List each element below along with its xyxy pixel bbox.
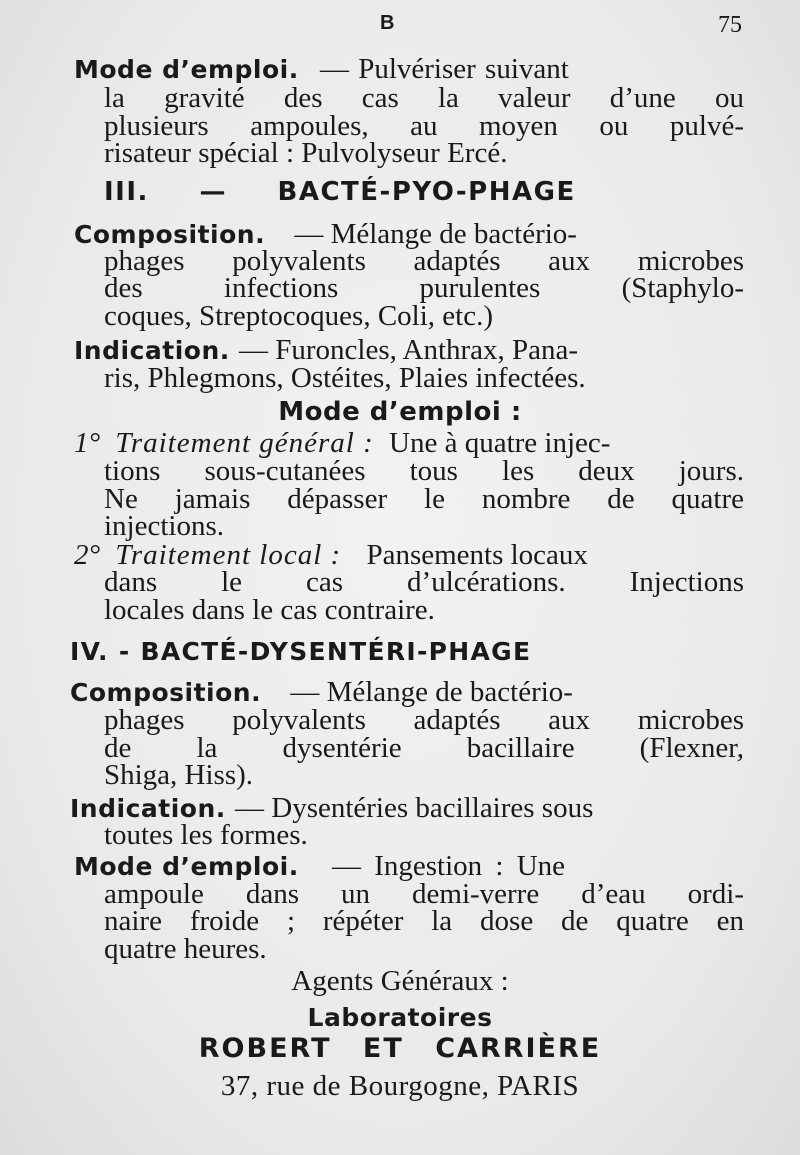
ind3-lead: Indication. (74, 336, 230, 365)
t2-line-3: locales dans le cas contraire. (104, 594, 435, 626)
ind4-text-1: — Dysentéries bacillaires sous (235, 792, 594, 824)
comp3-line-3: des infections purulentes (Staphylo- (104, 272, 744, 304)
t2-line-2: dans le cas d’ulcérations. Injections (104, 566, 744, 598)
laboratories-label: Laboratoires (307, 1003, 493, 1032)
signature-mark: B (380, 12, 395, 34)
comp3-line-2: phages polyvalents adaptés aux microbes (104, 245, 744, 277)
t1-line-1 (74, 428, 744, 458)
t1-line-2: tions sous-cutanées tous les deux jours. (104, 455, 744, 487)
company-name: ROBERT ET CARRIÈRE (198, 1033, 602, 1064)
t1-line-3: Ne jamais dépasser le nombre de quatre (104, 483, 744, 515)
comp3-text-1: — Mélange de bactério- (294, 218, 577, 250)
mode1-line-4: risateur spécial : Pulvolyseur Ercé. (104, 137, 508, 169)
comp4-line-3: de la dysentérie bacillaire (Flexner, (104, 732, 744, 764)
t1-number: 1° (74, 427, 101, 459)
agents-label: Agents Généraux : (291, 965, 509, 997)
mode1-line-1 (74, 54, 744, 85)
mode1-line-3: plusieurs ampoules, au moyen ou pulvé- (104, 110, 744, 142)
comp4-line-2: phages polyvalents adaptés aux microbes (104, 704, 744, 736)
t2-number: 2° (74, 539, 101, 571)
page-number: 75 (718, 12, 742, 38)
section-3-dash: — (199, 177, 227, 207)
ind3-text-1: — Furoncles, Anthrax, Pana- (239, 334, 579, 366)
t2-label: Traitement local : (115, 539, 342, 571)
comp4-text-1: — Mélange de bactério- (290, 676, 573, 708)
ind3-line-2: ris, Phlegmons, Ostéites, Plaies infectées. (104, 362, 586, 394)
section-4-heading: IV. - BACTÉ-DYSENTÉRI-PHAGE (70, 637, 532, 666)
mode4-line-3: naire froide ; répéter la dose de quatre en (104, 905, 744, 937)
page-header (0, 12, 800, 42)
mode4-text-1: — Ingestion : Une (331, 850, 566, 882)
comp4-lead: Composition. (70, 678, 262, 707)
section-3-title: BACTÉ-PYO-PHAGE (277, 177, 576, 207)
t1-text-1: Une à quatre injec- (389, 427, 611, 459)
mode1-lead: Mode d’emploi. (74, 55, 299, 84)
company-address: 37, rue de Bourgogne, PARIS (220, 1070, 580, 1102)
section-3-heading (104, 177, 704, 207)
mode3-heading: Mode d’emploi : (278, 397, 522, 427)
mode4-lead: Mode d’emploi. (74, 852, 299, 881)
section-3-number: III. (104, 177, 149, 207)
ind4-lead: Indication. (70, 794, 226, 823)
t1-label: Traitement général : (115, 427, 374, 459)
t1-line-4: injections. (104, 510, 225, 542)
mode1-line-2: la gravité des cas la valeur d’une ou (104, 82, 744, 114)
comp3-lead: Composition. (74, 220, 266, 249)
t2-text-1: Pansements locaux (366, 539, 588, 571)
ind4-line-2: toutes les formes. (104, 819, 308, 851)
mode1-text-1: — Pulvériser suivant (319, 53, 569, 85)
mode4-line-4: quatre heures. (104, 933, 267, 965)
comp3-line-4: coques, Streptocoques, Coli, etc.) (104, 300, 493, 332)
mode4-line-2: ampoule dans un demi-verre d’eau ordi- (104, 878, 744, 910)
comp4-line-4: Shiga, Hiss). (104, 759, 254, 791)
